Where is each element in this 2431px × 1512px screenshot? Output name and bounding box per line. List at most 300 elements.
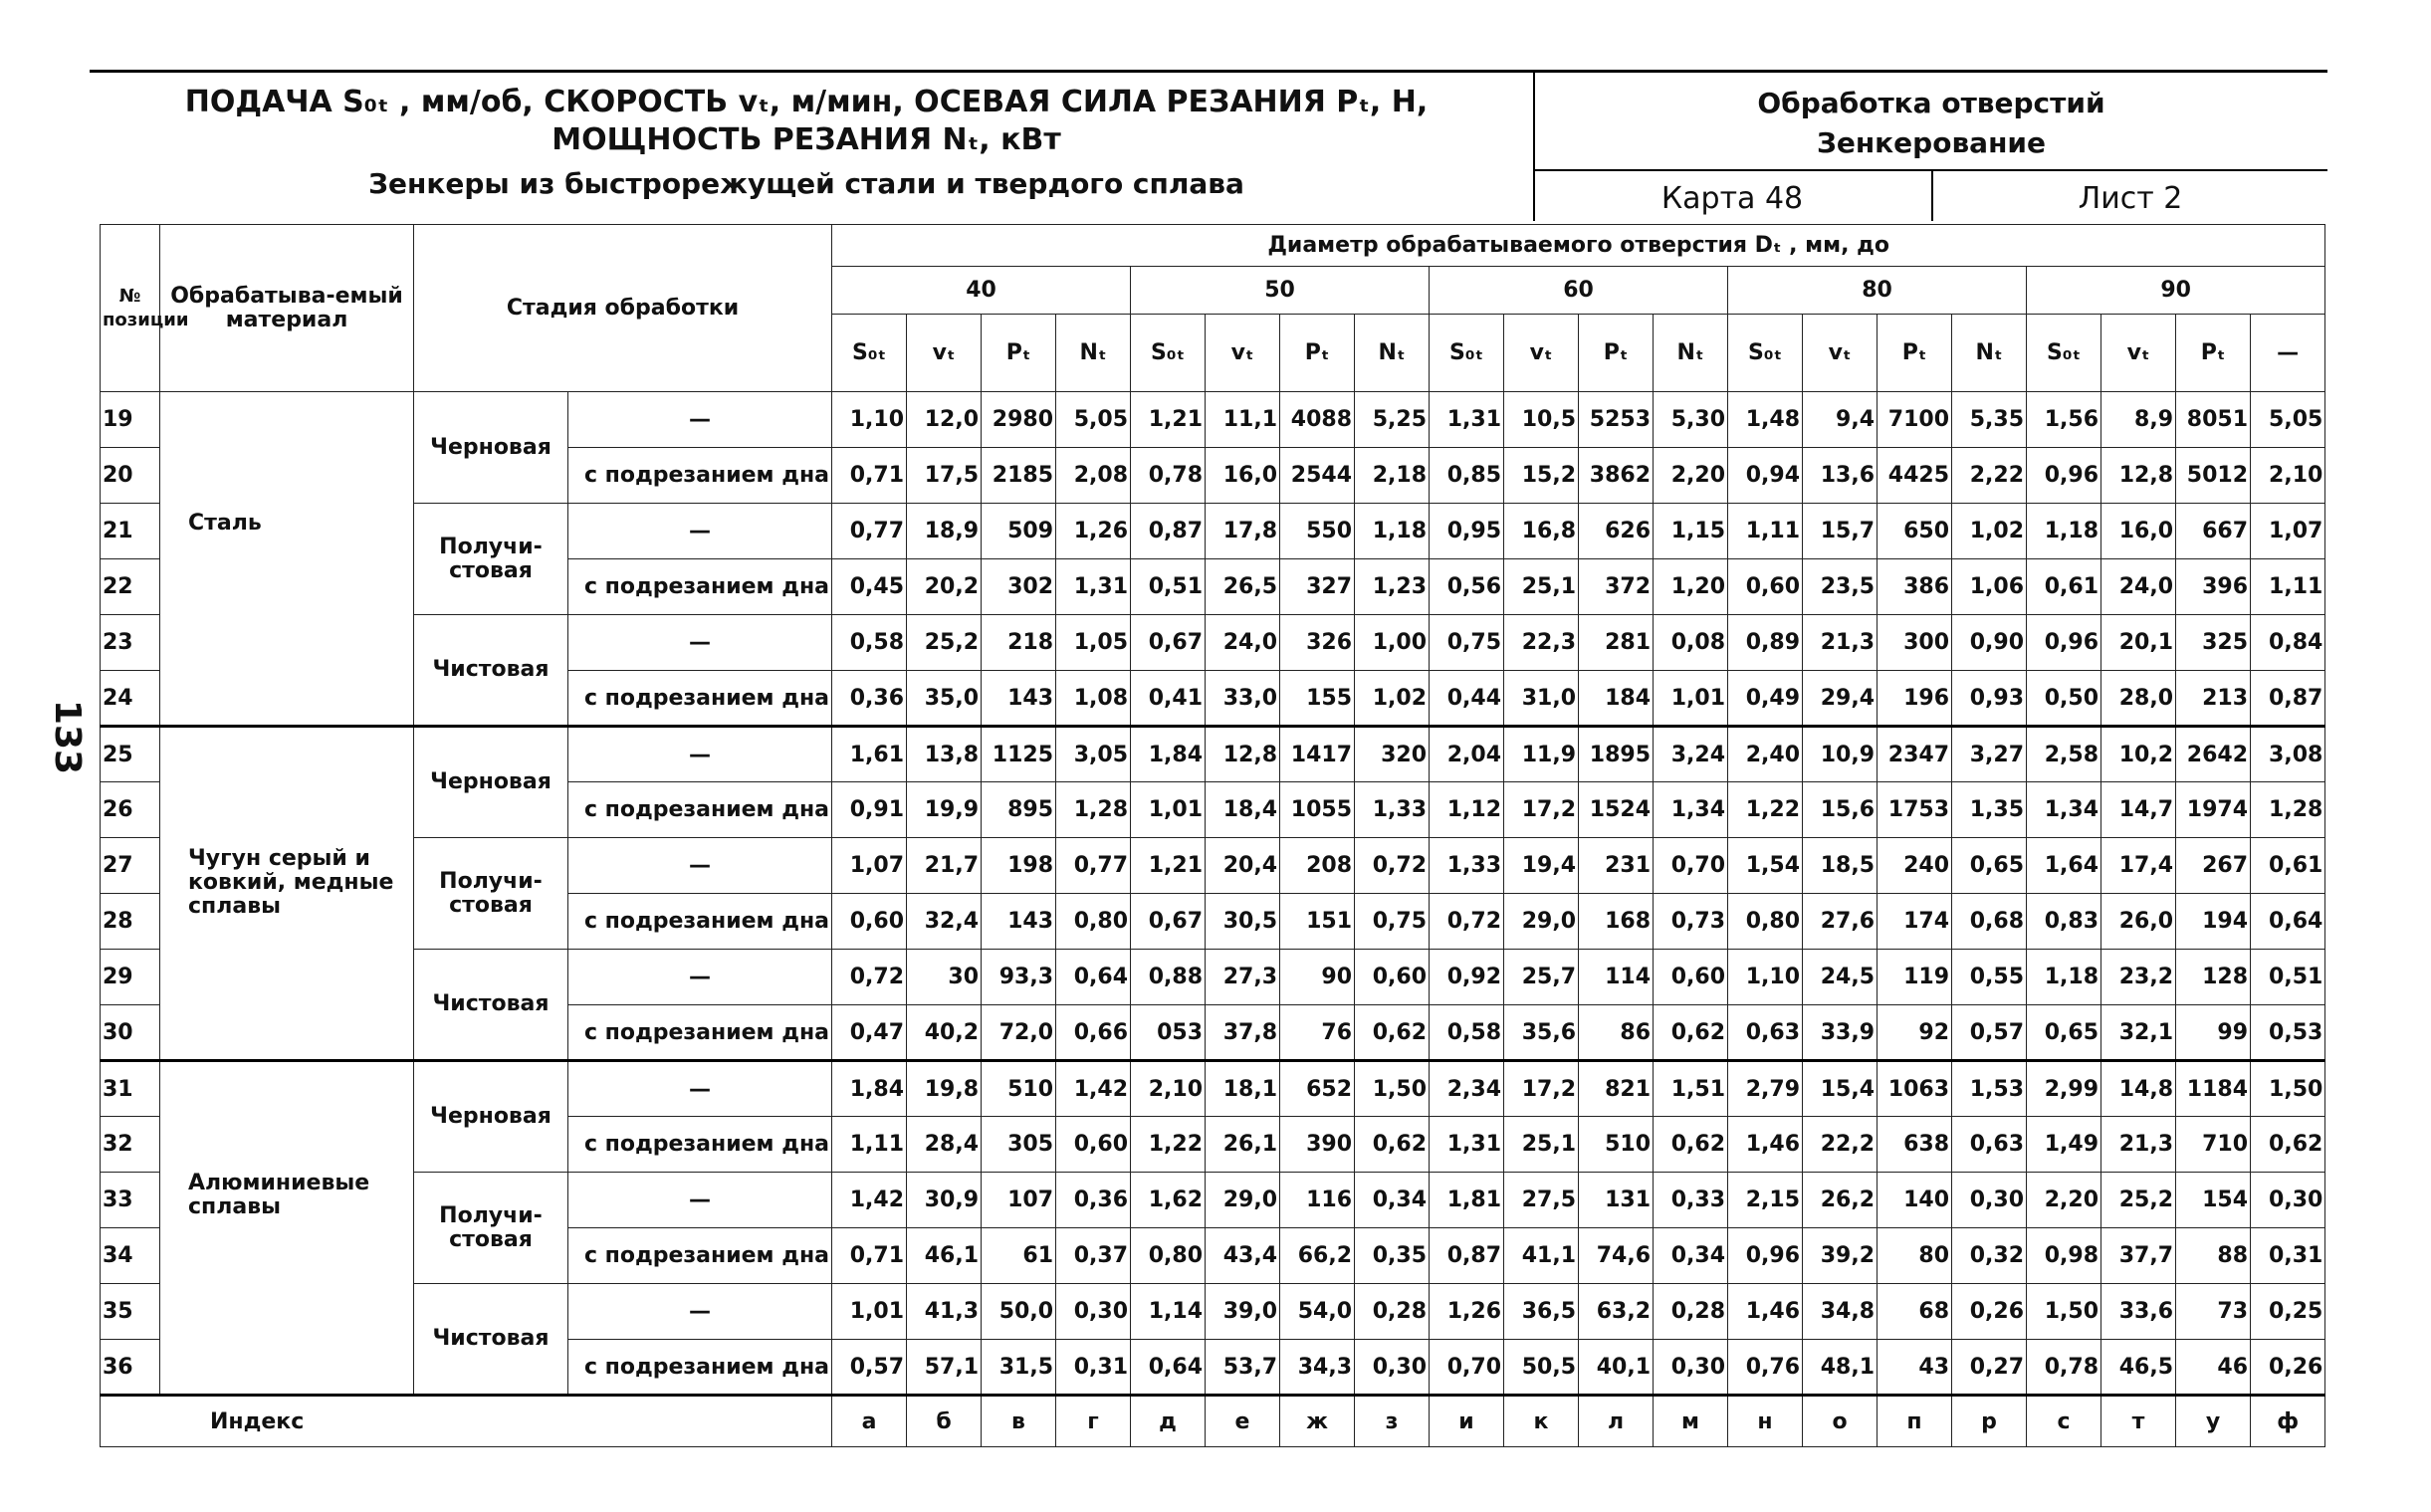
value-cell: 1,34	[1654, 782, 1728, 838]
table-row	[101, 615, 2325, 671]
subcolumn-header: Pₜ	[1280, 315, 1355, 392]
value-cell: 0,72	[1430, 894, 1504, 950]
value-cell: 1,31	[1430, 392, 1504, 448]
value-cell: 1,14	[1131, 1284, 1206, 1340]
value-cell: 1,56	[2027, 392, 2101, 448]
value-cell: 0,55	[1952, 950, 2027, 1005]
value-cell: 30	[907, 950, 982, 1005]
value-cell: 0,83	[2027, 894, 2101, 950]
value-cell: 0,62	[1355, 1005, 1430, 1061]
value-cell: 18,1	[1206, 1061, 1280, 1117]
value-cell: 0,87	[2251, 671, 2325, 727]
value-cell: 1,07	[832, 838, 907, 894]
value-cell: 2,08	[1056, 448, 1131, 504]
value-cell: 0,85	[1430, 448, 1504, 504]
value-cell: 396	[2176, 559, 2251, 615]
variant-none: —	[568, 838, 832, 894]
row-number: 22	[101, 559, 160, 615]
value-cell: 1974	[2176, 782, 2251, 838]
value-cell: 12,8	[1206, 727, 1280, 782]
value-cell: 1,06	[1952, 559, 2027, 615]
row-number: 29	[101, 950, 160, 1005]
title-line-2: МОЩНОСТЬ РЕЗАНИЯ Nₜ, кВт	[552, 122, 1061, 157]
value-cell: 1895	[1579, 727, 1654, 782]
value-cell: 154	[2176, 1173, 2251, 1228]
row-number: 30	[101, 1005, 160, 1061]
value-cell: 1,62	[1131, 1173, 1206, 1228]
diameter-60: 60	[1430, 267, 1728, 315]
value-cell: 13,6	[1803, 448, 1878, 504]
value-cell: 0,80	[1728, 894, 1803, 950]
value-cell: 1,42	[1056, 1061, 1131, 1117]
value-cell: 143	[982, 671, 1056, 727]
value-cell: 2185	[982, 448, 1056, 504]
value-cell: 0,33	[1654, 1173, 1728, 1228]
value-cell: 0,31	[1056, 1340, 1131, 1396]
value-cell: 31,0	[1504, 671, 1579, 727]
value-cell: 16,8	[1504, 504, 1579, 559]
value-cell: 29,4	[1803, 671, 1878, 727]
value-cell: 90	[1280, 950, 1355, 1005]
value-cell: 0,56	[1430, 559, 1504, 615]
value-cell: 99	[2176, 1005, 2251, 1061]
value-cell: 0,50	[2027, 671, 2101, 727]
stage-cell: Чистовая	[414, 950, 568, 1061]
value-cell: 1,31	[1430, 1117, 1504, 1173]
value-cell: 1,50	[1355, 1061, 1430, 1117]
material-cell: Чугун серый и ковкий, медные сплавы	[160, 727, 414, 1061]
value-cell: 0,36	[1056, 1173, 1131, 1228]
value-cell: 5,30	[1654, 392, 1728, 448]
value-cell: 0,34	[1355, 1173, 1430, 1228]
value-cell: 1,18	[1355, 504, 1430, 559]
value-cell: 30,5	[1206, 894, 1280, 950]
value-cell: 34,3	[1280, 1340, 1355, 1396]
value-cell: 2,10	[2251, 448, 2325, 504]
table-row	[101, 392, 2325, 448]
value-cell: 0,77	[832, 504, 907, 559]
index-letter: ф	[2251, 1396, 2325, 1447]
value-cell: 39,2	[1803, 1228, 1878, 1284]
variant-none: —	[568, 392, 832, 448]
top-rule	[90, 70, 2327, 73]
value-cell: 0,96	[2027, 615, 2101, 671]
value-cell: 0,91	[832, 782, 907, 838]
value-cell: 300	[1878, 615, 1952, 671]
value-cell: 652	[1280, 1061, 1355, 1117]
value-cell: 0,90	[1952, 615, 2027, 671]
value-cell: 1,26	[1430, 1284, 1504, 1340]
value-cell: 2980	[982, 392, 1056, 448]
index-letter: г	[1056, 1396, 1131, 1447]
value-cell: 18,9	[907, 504, 982, 559]
col-stage-header: Стадия обработки	[414, 225, 832, 392]
value-cell: 40,2	[907, 1005, 982, 1061]
value-cell: 17,8	[1206, 504, 1280, 559]
value-cell: 0,51	[2251, 950, 2325, 1005]
value-cell: 1,11	[2251, 559, 2325, 615]
value-cell: 53,7	[1206, 1340, 1280, 1396]
value-cell: 1,84	[832, 1061, 907, 1117]
card-divider	[1931, 169, 1933, 221]
value-cell: 626	[1579, 504, 1654, 559]
value-cell: 1,28	[2251, 782, 2325, 838]
value-cell: 2,34	[1430, 1061, 1504, 1117]
value-cell: 0,47	[832, 1005, 907, 1061]
value-cell: 27,5	[1504, 1173, 1579, 1228]
table-row	[101, 950, 2325, 1005]
value-cell: 0,75	[1430, 615, 1504, 671]
value-cell: 3,05	[1056, 727, 1131, 782]
value-cell: 50,5	[1504, 1340, 1579, 1396]
value-cell: 0,96	[1728, 1228, 1803, 1284]
variant-bottom-trim: с подрезанием дна	[568, 1340, 832, 1396]
value-cell: 2,04	[1430, 727, 1504, 782]
value-cell: 46	[2176, 1340, 2251, 1396]
value-cell: 3,24	[1654, 727, 1728, 782]
value-cell: 0,60	[832, 894, 907, 950]
subcolumn-header: vₜ	[1206, 315, 1280, 392]
row-number: 32	[101, 1117, 160, 1173]
index-letter: л	[1579, 1396, 1654, 1447]
value-cell: 1063	[1878, 1061, 1952, 1117]
value-cell: 1,02	[1355, 671, 1430, 727]
value-cell: 1,11	[1728, 504, 1803, 559]
value-cell: 1,12	[1430, 782, 1504, 838]
value-cell: 1,21	[1131, 392, 1206, 448]
value-cell: 0,35	[1355, 1228, 1430, 1284]
value-cell: 208	[1280, 838, 1355, 894]
value-cell: 1,33	[1355, 782, 1430, 838]
value-cell: 0,27	[1952, 1340, 2027, 1396]
index-letter: в	[982, 1396, 1056, 1447]
value-cell: 48,1	[1803, 1340, 1878, 1396]
value-cell: 0,67	[1131, 615, 1206, 671]
value-cell: 0,26	[1952, 1284, 2027, 1340]
value-cell: 21,7	[907, 838, 982, 894]
value-cell: 143	[982, 894, 1056, 950]
value-cell: 1753	[1878, 782, 1952, 838]
value-cell: 184	[1579, 671, 1654, 727]
subcolumn-header: Pₜ	[1579, 315, 1654, 392]
value-cell: 18,5	[1803, 838, 1878, 894]
value-cell: 28,4	[907, 1117, 982, 1173]
value-cell: 43	[1878, 1340, 1952, 1396]
value-cell: 1,08	[1056, 671, 1131, 727]
value-cell: 1055	[1280, 782, 1355, 838]
value-cell: 0,57	[832, 1340, 907, 1396]
value-cell: 2,40	[1728, 727, 1803, 782]
value-cell: 0,31	[2251, 1228, 2325, 1284]
value-cell: 3,27	[1952, 727, 2027, 782]
value-cell: 0,30	[1952, 1173, 2027, 1228]
value-cell: 119	[1878, 950, 1952, 1005]
variant-bottom-trim: с подрезанием дна	[568, 1117, 832, 1173]
value-cell: 1,07	[2251, 504, 2325, 559]
data-table	[100, 224, 2325, 1447]
value-cell: 37,7	[2101, 1228, 2176, 1284]
index-letter: м	[1654, 1396, 1728, 1447]
value-cell: 27,3	[1206, 950, 1280, 1005]
value-cell: 15,7	[1803, 504, 1878, 559]
value-cell: 0,78	[1131, 448, 1206, 504]
stage-cell: Черновая	[414, 727, 568, 838]
value-cell: 7100	[1878, 392, 1952, 448]
row-number: 28	[101, 894, 160, 950]
value-cell: 0,66	[1056, 1005, 1131, 1061]
value-cell: 0,92	[1430, 950, 1504, 1005]
variant-none: —	[568, 1284, 832, 1340]
value-cell: 86	[1579, 1005, 1654, 1061]
value-cell: 0,80	[1131, 1228, 1206, 1284]
value-cell: 24,0	[2101, 559, 2176, 615]
stage-cell: Получи-стовая	[414, 1173, 568, 1284]
value-cell: 2347	[1878, 727, 1952, 782]
value-cell: 1,01	[832, 1284, 907, 1340]
value-cell: 1,50	[2251, 1061, 2325, 1117]
value-cell: 1,20	[1654, 559, 1728, 615]
value-cell: 320	[1355, 727, 1430, 782]
value-cell: 1,61	[832, 727, 907, 782]
value-cell: 24,5	[1803, 950, 1878, 1005]
value-cell: 0,75	[1355, 894, 1430, 950]
value-cell: 0,53	[2251, 1005, 2325, 1061]
subcolumn-header: vₜ	[2101, 315, 2176, 392]
value-cell: 0,61	[2027, 559, 2101, 615]
value-cell: 5012	[2176, 448, 2251, 504]
value-cell: 11,1	[1206, 392, 1280, 448]
value-cell: 41,1	[1504, 1228, 1579, 1284]
value-cell: 0,64	[1131, 1340, 1206, 1396]
row-number: 26	[101, 782, 160, 838]
value-cell: 21,3	[1803, 615, 1878, 671]
row-number: 21	[101, 504, 160, 559]
value-cell: 0,41	[1131, 671, 1206, 727]
value-cell: 26,5	[1206, 559, 1280, 615]
value-cell: 0,26	[2251, 1340, 2325, 1396]
value-cell: 34,8	[1803, 1284, 1878, 1340]
row-number: 20	[101, 448, 160, 504]
value-cell: 1,21	[1131, 838, 1206, 894]
value-cell: 4425	[1878, 448, 1952, 504]
value-cell: 0,34	[1654, 1228, 1728, 1284]
variant-none: —	[568, 950, 832, 1005]
value-cell: 218	[982, 615, 1056, 671]
value-cell: 821	[1579, 1061, 1654, 1117]
value-cell: 196	[1878, 671, 1952, 727]
value-cell: 131	[1579, 1173, 1654, 1228]
value-cell: 667	[2176, 504, 2251, 559]
value-cell: 326	[1280, 615, 1355, 671]
value-cell: 0,30	[1654, 1340, 1728, 1396]
page-subtitle: Зенкеры из быстрорежущей стали и твердого сплава	[368, 167, 1244, 200]
subcolumn-header: Nₜ	[1355, 315, 1430, 392]
value-cell: 0,28	[1355, 1284, 1430, 1340]
value-cell: 11,9	[1504, 727, 1579, 782]
value-cell: 2,20	[1654, 448, 1728, 504]
value-cell: 0,70	[1430, 1340, 1504, 1396]
value-cell: 19,9	[907, 782, 982, 838]
value-cell: 0,62	[1355, 1117, 1430, 1173]
value-cell: 0,89	[1728, 615, 1803, 671]
value-cell: 19,4	[1504, 838, 1579, 894]
value-cell: 23,2	[2101, 950, 2176, 1005]
value-cell: 1,22	[1131, 1117, 1206, 1173]
value-cell: 25,1	[1504, 1117, 1579, 1173]
value-cell: 57,1	[907, 1340, 982, 1396]
value-cell: 1524	[1579, 782, 1654, 838]
index-letter: а	[832, 1396, 907, 1447]
value-cell: 25,1	[1504, 559, 1579, 615]
value-cell: 1,10	[1728, 950, 1803, 1005]
value-cell: 66,2	[1280, 1228, 1355, 1284]
diameter-80: 80	[1728, 267, 2027, 315]
value-cell: 140	[1878, 1173, 1952, 1228]
value-cell: 0,70	[1654, 838, 1728, 894]
value-cell: 35,6	[1504, 1005, 1579, 1061]
sheet-number: Лист 2	[2078, 181, 2183, 216]
value-cell: 231	[1579, 838, 1654, 894]
value-cell: 2,79	[1728, 1061, 1803, 1117]
value-cell: 509	[982, 504, 1056, 559]
card-number: Карта 48	[1660, 181, 1804, 216]
row-number: 33	[101, 1173, 160, 1228]
value-cell: 151	[1280, 894, 1355, 950]
value-cell: 0,87	[1131, 504, 1206, 559]
value-cell: 0,71	[832, 1228, 907, 1284]
value-cell: 510	[982, 1061, 1056, 1117]
stage-cell: Получи-стовая	[414, 838, 568, 950]
value-cell: 27,6	[1803, 894, 1878, 950]
value-cell: 41,3	[907, 1284, 982, 1340]
value-cell: 240	[1878, 838, 1952, 894]
value-cell: 1125	[982, 727, 1056, 782]
variant-none: —	[568, 727, 832, 782]
table-row	[101, 727, 2325, 782]
value-cell: 1,51	[1654, 1061, 1728, 1117]
value-cell: 168	[1579, 894, 1654, 950]
table-body	[101, 392, 2325, 1447]
value-cell: 0,65	[1952, 838, 2027, 894]
value-cell: 107	[982, 1173, 1056, 1228]
diameter-50: 50	[1131, 267, 1430, 315]
index-letter: н	[1728, 1396, 1803, 1447]
variant-bottom-trim: с подрезанием дна	[568, 782, 832, 838]
value-cell: 15,6	[1803, 782, 1878, 838]
value-cell: 30,9	[907, 1173, 982, 1228]
subcolumn-header: S₀ₜ	[1430, 315, 1504, 392]
value-cell: 92	[1878, 1005, 1952, 1061]
value-cell: 194	[2176, 894, 2251, 950]
value-cell: 1,26	[1056, 504, 1131, 559]
value-cell: 116	[1280, 1173, 1355, 1228]
value-cell: 0,77	[1056, 838, 1131, 894]
subcolumn-header: S₀ₜ	[832, 315, 907, 392]
value-cell: 0,78	[2027, 1340, 2101, 1396]
value-cell: 88	[2176, 1228, 2251, 1284]
value-cell: 18,4	[1206, 782, 1280, 838]
value-cell: 0,62	[2251, 1117, 2325, 1173]
value-cell: 5,35	[1952, 392, 2027, 448]
value-cell: 1,01	[1131, 782, 1206, 838]
material-cell: Алюминиевые сплавы	[160, 1061, 414, 1396]
value-cell: 0,63	[1728, 1005, 1803, 1061]
stage-cell: Черновая	[414, 392, 568, 504]
value-cell: 0,60	[1355, 950, 1430, 1005]
value-cell: 0,62	[1654, 1117, 1728, 1173]
value-cell: 0,76	[1728, 1340, 1803, 1396]
value-cell: 550	[1280, 504, 1355, 559]
value-cell: 32,4	[907, 894, 982, 950]
col-material-header: Обрабатыва-емый материал	[160, 225, 414, 392]
value-cell: 0,84	[2251, 615, 2325, 671]
value-cell: 0,51	[1131, 559, 1206, 615]
value-cell: 32,1	[2101, 1005, 2176, 1061]
value-cell: 61	[982, 1228, 1056, 1284]
subcolumn-header: Nₜ	[1952, 315, 2027, 392]
variant-none: —	[568, 1061, 832, 1117]
index-letter: к	[1504, 1396, 1579, 1447]
value-cell: 710	[2176, 1117, 2251, 1173]
value-cell: 0,94	[1728, 448, 1803, 504]
value-cell: 1,42	[832, 1173, 907, 1228]
value-cell: 213	[2176, 671, 2251, 727]
value-cell: 15,2	[1504, 448, 1579, 504]
table-row	[101, 504, 2325, 559]
value-cell: 1,33	[1430, 838, 1504, 894]
value-cell: 26,1	[1206, 1117, 1280, 1173]
variant-none: —	[568, 615, 832, 671]
value-cell: 0,64	[2251, 894, 2325, 950]
row-number: 34	[101, 1228, 160, 1284]
value-cell: 1,49	[2027, 1117, 2101, 1173]
value-cell: 15,4	[1803, 1061, 1878, 1117]
value-cell: 1,05	[1056, 615, 1131, 671]
value-cell: 5,25	[1355, 392, 1430, 448]
subcolumn-header: S₀ₜ	[2027, 315, 2101, 392]
value-cell: 305	[982, 1117, 1056, 1173]
value-cell: 22,2	[1803, 1117, 1878, 1173]
row-number: 31	[101, 1061, 160, 1117]
value-cell: 1184	[2176, 1061, 2251, 1117]
value-cell: 0,73	[1654, 894, 1728, 950]
value-cell: 21,3	[2101, 1117, 2176, 1173]
value-cell: 1,54	[1728, 838, 1803, 894]
subcolumn-header: —	[2251, 315, 2325, 392]
value-cell: 0,88	[1131, 950, 1206, 1005]
value-cell: 1,46	[1728, 1117, 1803, 1173]
index-letter: и	[1430, 1396, 1504, 1447]
value-cell: 0,45	[832, 559, 907, 615]
value-cell: 73	[2176, 1284, 2251, 1340]
table-row	[101, 1284, 2325, 1340]
subcolumn-header: Pₜ	[1878, 315, 1952, 392]
subcolumn-header: Pₜ	[2176, 315, 2251, 392]
table-row	[101, 838, 2325, 894]
value-cell: 35,0	[907, 671, 982, 727]
value-cell: 1,18	[2027, 950, 2101, 1005]
subcolumn-header: vₜ	[907, 315, 982, 392]
section-heading	[1538, 84, 2324, 163]
value-cell: 0,28	[1654, 1284, 1728, 1340]
value-cell: 1,46	[1728, 1284, 1803, 1340]
value-cell: 0,67	[1131, 894, 1206, 950]
row-number: 19	[101, 392, 160, 448]
stage-cell: Черновая	[414, 1061, 568, 1173]
value-cell: 39,0	[1206, 1284, 1280, 1340]
value-cell: 10,2	[2101, 727, 2176, 782]
value-cell: 0,61	[2251, 838, 2325, 894]
